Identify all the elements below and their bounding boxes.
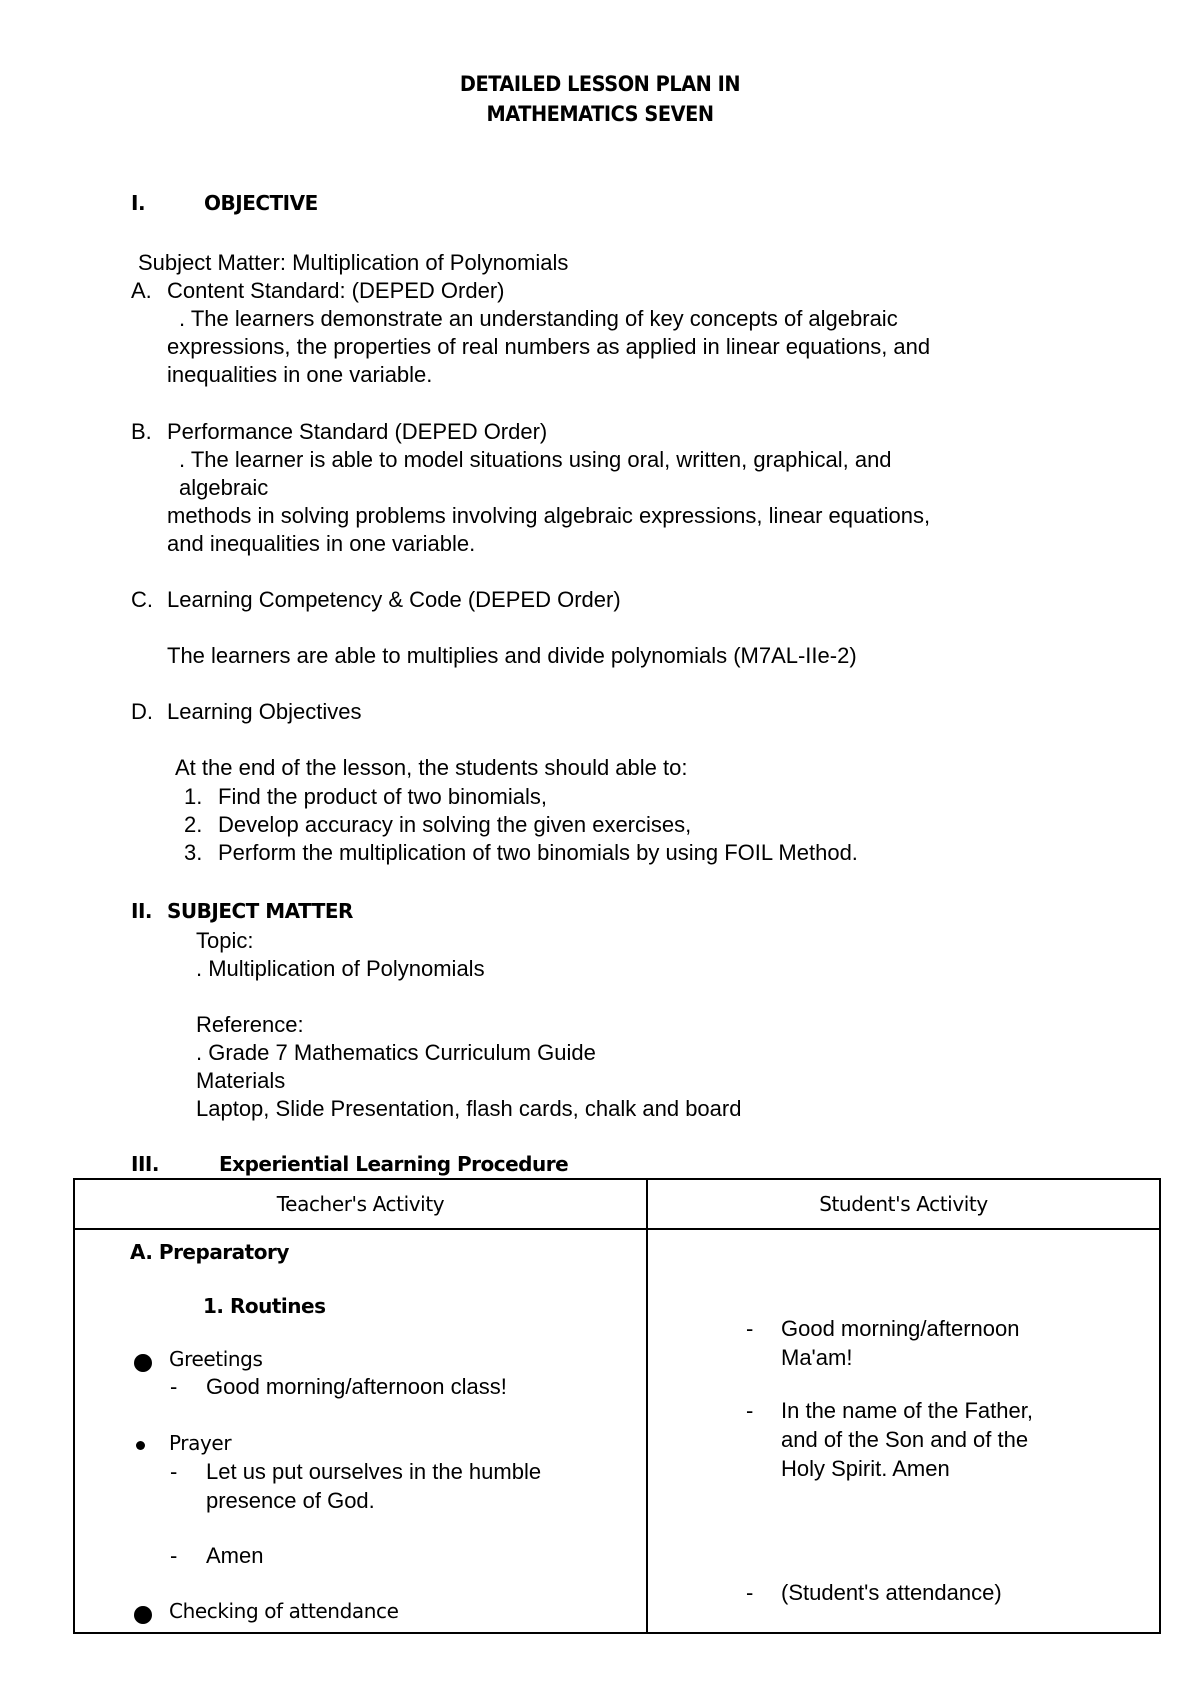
student-column-header (647, 1179, 1160, 1229)
doc-title-line2: MATHEMATICS SEVEN (486, 102, 714, 126)
prayer-text-line1: Let us put ourselves in the humble (206, 1459, 542, 1484)
prayer-label: Prayer (169, 1431, 232, 1455)
objectives-letter: D. (131, 699, 153, 724)
topic-label: Topic: (196, 928, 254, 953)
objective-item-num: 1. (184, 784, 203, 809)
bullet-icon (136, 1441, 145, 1450)
student-greet-line1: Good morning/afternoon (781, 1316, 1020, 1341)
competency-text: The learners are able to multiplies and divide polynomials (M7AL-IIe-2) (167, 643, 857, 668)
student-prayer-line3: Holy Spirit. Amen (781, 1456, 950, 1481)
dash-marker: - (746, 1580, 754, 1605)
performance-standard-line2: algebraic (179, 475, 269, 500)
objective-item-num: 3. (184, 840, 203, 865)
dash-marker: - (746, 1316, 754, 1341)
preparatory-heading: A. Preparatory (130, 1240, 289, 1264)
dash-marker: - (746, 1398, 754, 1423)
performance-standard-letter: B. (131, 419, 152, 444)
student-prayer-line1: In the name of the Father, (781, 1398, 1033, 1423)
procedure-numeral: III. (131, 1152, 159, 1176)
content-standard-label: Content Standard: (DEPED Order) (167, 278, 505, 303)
reference-label: Reference: (196, 1012, 304, 1037)
teacher-column-header (74, 1179, 647, 1229)
objective-item-num: 2. (184, 812, 203, 837)
prayer-text-line2: presence of God. (206, 1488, 375, 1513)
teacher-activity-cell (74, 1229, 647, 1633)
topic-value: . Multiplication of Polynomials (196, 956, 485, 981)
subject-matter-numeral: II. (131, 899, 152, 923)
materials-value: Laptop, Slide Presentation, flash cards, chalk and board (196, 1096, 742, 1121)
performance-standard-label: Performance Standard (DEPED Order) (167, 419, 548, 444)
table-header-row (74, 1179, 1160, 1229)
dash-marker: - (170, 1374, 178, 1399)
student-activity-cell (647, 1229, 1160, 1633)
content-standard-letter: A. (131, 278, 152, 303)
objective-item-text: Develop accuracy in solving the given exercises, (218, 812, 692, 837)
attendance-label: Checking of attendance (169, 1599, 399, 1623)
bullet-icon (134, 1606, 152, 1624)
bullet-icon (134, 1354, 152, 1372)
teacher-column-label: Teacher's Activity (276, 1192, 445, 1216)
objective-heading: OBJECTIVE (204, 191, 318, 215)
amen-text: Amen (206, 1543, 264, 1568)
dash-marker: - (170, 1543, 178, 1568)
content-standard-line2: expressions, the properties of real numbers as applied in linear equations, and (167, 334, 931, 359)
objective-item-text: Perform the multiplication of two binomials by using FOIL Method. (218, 840, 858, 865)
procedure-table (73, 1178, 1161, 1634)
content-standard-line3: inequalities in one variable. (167, 362, 433, 387)
routines-heading: 1. Routines (203, 1294, 326, 1318)
performance-standard-line4: and inequalities in one variable. (167, 531, 476, 556)
greetings-label: Greetings (169, 1347, 263, 1371)
objective-item-text: Find the product of two binomials, (218, 784, 547, 809)
objectives-intro: At the end of the lesson, the students should able to: (175, 755, 688, 780)
reference-value: . Grade 7 Mathematics Curriculum Guide (196, 1040, 596, 1065)
procedure-heading: Experiential Learning Procedure (219, 1152, 569, 1176)
student-prayer-line2: and of the Son and of the (781, 1427, 1029, 1452)
materials-label: Materials (196, 1068, 286, 1093)
table-row (74, 1229, 1160, 1633)
greetings-text: Good morning/afternoon class! (206, 1374, 507, 1399)
dash-marker: - (170, 1459, 178, 1484)
objective-numeral: I. (131, 191, 146, 215)
competency-letter: C. (131, 587, 153, 612)
subject-matter-line: Subject Matter: Multiplication of Polynomials (138, 250, 569, 275)
performance-standard-line1: . The learner is able to model situations using oral, written, graphical, and (179, 447, 892, 472)
student-greet-line2: Ma'am! (781, 1345, 853, 1370)
doc-title-line1: DETAILED LESSON PLAN IN (459, 72, 741, 96)
student-column-label: Student's Activity (819, 1192, 988, 1216)
subject-matter-heading: SUBJECT MATTER (167, 899, 353, 923)
student-attendance: (Student's attendance) (781, 1580, 1002, 1605)
content-standard-line1: . The learners demonstrate an understanding of key concepts of algebraic (179, 306, 898, 331)
competency-label: Learning Competency & Code (DEPED Order) (167, 587, 621, 612)
objectives-label: Learning Objectives (167, 699, 362, 724)
performance-standard-line3: methods in solving problems involving algebraic expressions, linear equations, (167, 503, 931, 528)
